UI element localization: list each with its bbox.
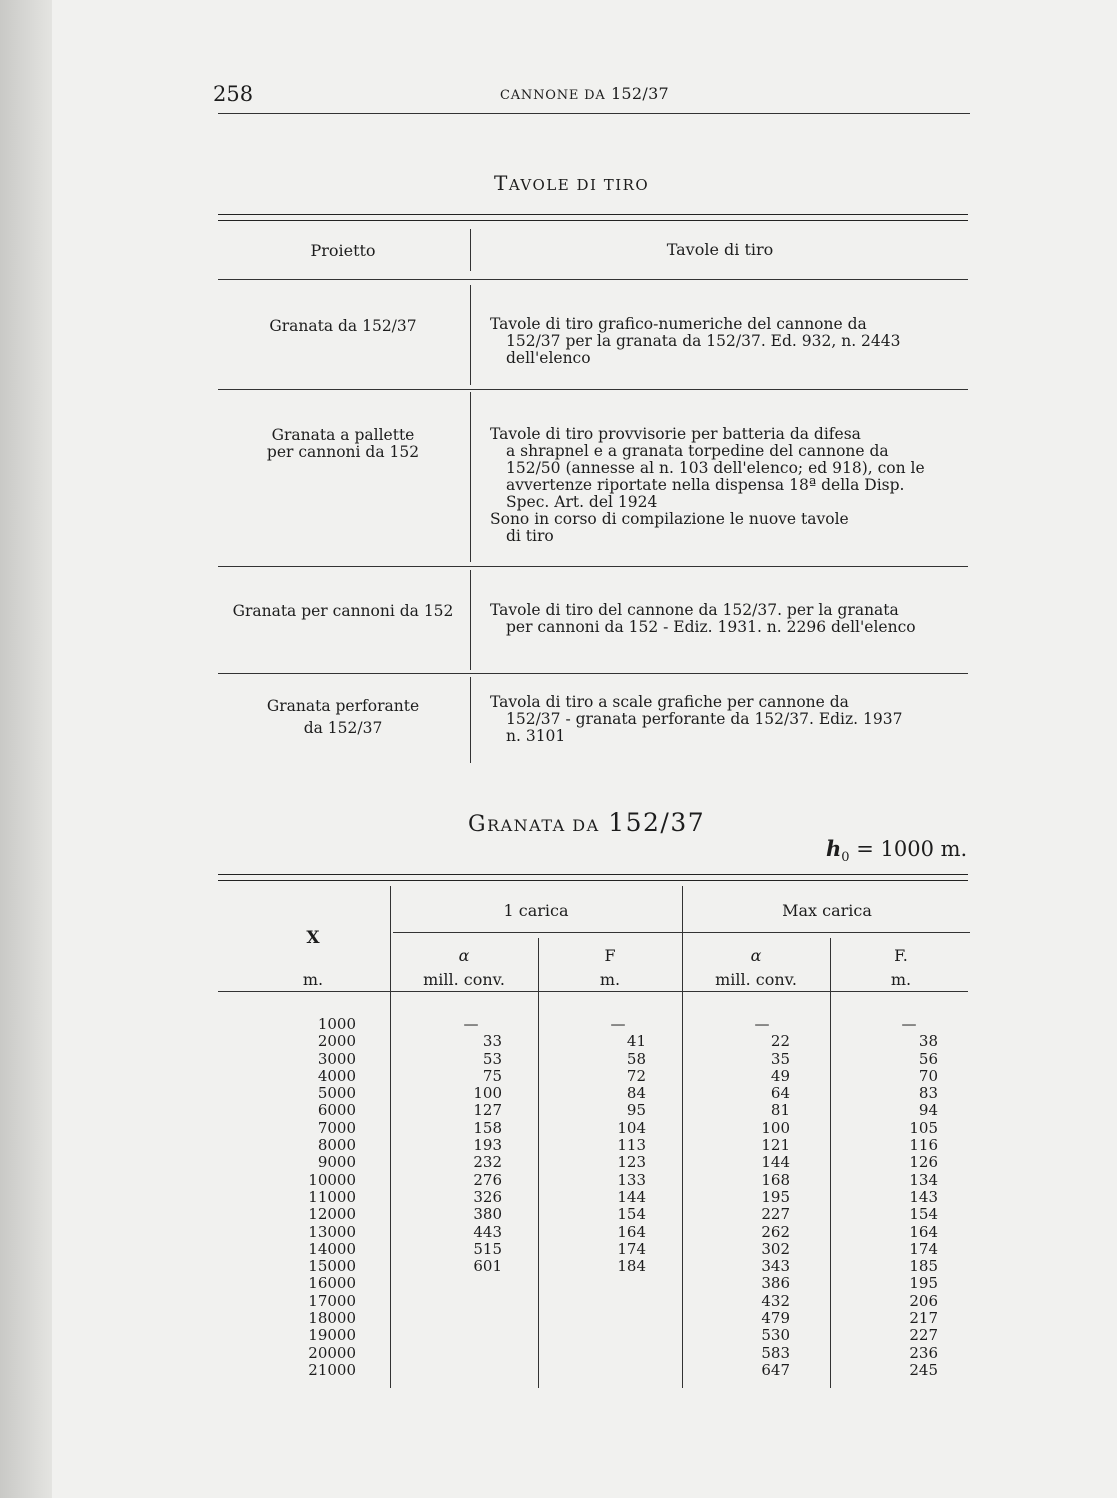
table2-cell: 7000 [317,1118,356,1137]
table2-header-x: X [306,928,320,948]
table1-top-rule [218,214,968,221]
table2-cell: 58 [626,1049,646,1068]
running-head [500,84,669,103]
table2-cell: 206 [909,1291,938,1310]
table2-cell: 9000 [317,1153,356,1172]
running-head-prefix: CANNONE DA [500,88,606,103]
table2-cell: 100 [473,1084,502,1103]
table2-cell: 21000 [308,1360,356,1379]
table2-cell: 276 [473,1170,502,1189]
table2-header-alpha1-unit: mill. conv. [423,970,505,989]
table2-cell: 10000 [308,1170,356,1189]
table2-top-rule [218,874,968,881]
table2-cell: 70 [918,1066,938,1085]
proietto-line: Granata perforante [266,697,420,715]
tavole-line: dell'elenco [506,349,591,367]
altitude-symbol: h [826,836,842,861]
table2-cell: 121 [761,1136,790,1155]
table2-cell: 185 [909,1257,938,1276]
table2-cell: 144 [761,1153,790,1172]
table2-cell: 164 [617,1222,646,1241]
table2-cell: 133 [617,1170,646,1189]
table2-header-f2-unit: m. [890,970,912,989]
table2-cell: 195 [909,1274,938,1293]
table1-row-rule [218,389,968,390]
tavole-line: Tavole di tiro del cannone da 152/37. per la granata [490,601,899,619]
table2-column-alpha2 [734,1016,790,1379]
proietto-line: Granata a pallette [271,426,415,444]
tavole-line: a shrapnel e a granata torpedine del cannone da [506,442,889,460]
table2-cell: 6000 [317,1101,356,1120]
table1-header-proietto: Proietto [310,241,376,260]
table1-row-rule [218,673,968,674]
table2-cell: — [463,1015,479,1033]
table1-header-rule [218,279,968,280]
table2-cell: 144 [617,1187,646,1206]
table2-divider [682,886,683,1388]
table2-cell: 479 [761,1309,790,1328]
table2-column-alpha1 [440,1016,502,1275]
tavole-line: n. 3101 [506,727,566,745]
table2-cell: 72 [626,1066,646,1085]
section-title-caliber: 152/37 [608,808,706,837]
table2-divider [390,886,391,1388]
table2-divider [538,938,539,1388]
table2-cell: — [754,1015,770,1033]
table2-cell: 15000 [308,1257,356,1276]
table2-cell: 302 [761,1239,790,1258]
table2-cell: 154 [617,1205,646,1224]
table2-cell: 236 [909,1343,938,1362]
table2-column-f1 [590,1016,646,1275]
tavole-line: Tavola di tiro a scale grafiche per cannone da [490,693,849,711]
table2-cell: 326 [473,1187,502,1206]
table2-cell: 5000 [317,1084,356,1103]
table2-cell: 12000 [308,1205,356,1224]
table2-cell: 262 [761,1222,790,1241]
table2-divider [830,938,831,1388]
altitude-note [826,836,967,865]
table2-cell: 1000 [317,1015,356,1033]
table2-cell: 100 [761,1118,790,1137]
table2-cell: 601 [473,1257,502,1276]
table1-divider [470,392,471,562]
table2-cell: 126 [909,1153,938,1172]
table2-cell: 17000 [308,1291,356,1310]
table2-cell: 116 [909,1136,938,1155]
table2-cell: 11000 [308,1187,356,1206]
table2-cell: 8000 [317,1136,356,1155]
tavole-line: Spec. Art. del 1924 [506,493,658,511]
table2-header-f2: F. [894,946,908,965]
running-head-caliber: 152/37 [610,84,670,103]
tavole-line: 152/37 per la granata da 152/37. Ed. 932, n. 2443 [506,332,901,350]
table2-cell: 35 [770,1049,790,1068]
table2-cell: 104 [617,1118,646,1137]
table1-divider [470,677,471,763]
table2-header-f1: F [604,946,616,965]
table2-cell: 530 [761,1326,790,1345]
table2-column-x [296,1016,356,1379]
table2-cell: 56 [918,1049,938,1068]
table2-header-alpha2-unit: mill. conv. [715,970,797,989]
table2-header-group1: 1 carica [503,901,569,920]
table2-cell: 134 [909,1170,938,1189]
table2-cell: 168 [761,1170,790,1189]
table2-cell: 174 [617,1239,646,1258]
table2-cell: 3000 [317,1049,356,1068]
table2-cell: 123 [617,1153,646,1172]
table2-cell: 184 [617,1257,646,1276]
table2-header-alpha1: α [458,946,470,965]
table2-cell: — [610,1015,626,1033]
table2-cell: 195 [761,1187,790,1206]
table2-header-rule [218,991,968,992]
table1-row1-proietto [218,318,468,335]
table2-cell: 164 [909,1222,938,1241]
table1-row3-proietto [218,603,468,620]
tavole-line: Tavole di tiro provvisorie per batteria da difesa [490,425,861,443]
table2-cell: 81 [770,1101,790,1120]
table2-cell: 4000 [317,1066,356,1085]
page-paper [52,0,1117,1498]
table2-cell: 94 [918,1101,938,1120]
table1-row3-tavole [490,602,970,636]
table2-cell: 217 [909,1309,938,1328]
table2-cell: 16000 [308,1274,356,1293]
section-title-rest: AVOLE DI TIRO [508,176,650,194]
table2-cell: 158 [473,1118,502,1137]
proietto-line: per cannoni da 152 [266,443,420,461]
section-title-cap: G [468,812,488,837]
table1-row2-tavole [490,426,970,545]
table2-cell: 38 [918,1032,938,1051]
tavole-line: di tiro [506,527,554,545]
proietto-line: Granata per cannoni da 152 [232,602,454,620]
table2-header-group2: Max carica [782,901,872,920]
table2-header-alpha2: α [750,946,762,965]
table2-cell: 113 [617,1136,646,1155]
table2-cell: 443 [473,1222,502,1241]
table2-cell: 227 [761,1205,790,1224]
altitude-value: = 1000 m. [856,837,968,861]
table2-cell: 343 [761,1257,790,1276]
table2-cell: 83 [918,1084,938,1103]
table2-cell: 14000 [308,1239,356,1258]
table2-cell: 380 [473,1205,502,1224]
table2-cell: 227 [909,1326,938,1345]
table2-cell: 95 [626,1101,646,1120]
table2-cell: 49 [770,1066,790,1085]
table2-cell: 33 [482,1032,502,1051]
table2-cell: 41 [626,1032,646,1051]
table1-row4-proietto [218,695,468,739]
section-title-tavole [494,171,649,195]
table1-row-rule [218,566,968,567]
table2-cell: 64 [770,1084,790,1103]
table2-cell: 105 [909,1118,938,1137]
table2-header-f1-unit: m. [599,970,621,989]
table2-cell: 432 [761,1291,790,1310]
table2-cell: 515 [473,1239,502,1258]
table2-cell: 143 [909,1187,938,1206]
table2-cell: 174 [909,1239,938,1258]
table2-cell: 13000 [308,1222,356,1241]
table1-divider [470,229,471,271]
scan-margin-shadow [0,0,52,1498]
table2-cell: 53 [482,1049,502,1068]
table2-cell: 2000 [317,1032,356,1051]
tavole-line: per cannoni da 152 - Ediz. 1931. n. 2296 dell'elenco [506,618,916,636]
tavole-line: avvertenze riportate nella dispensa 18ª della Disp. [506,476,905,494]
table2-cell: 232 [473,1153,502,1172]
table2-cell: 386 [761,1274,790,1293]
altitude-sub: 0 [841,850,850,866]
proietto-line: Granata da 152/37 [269,317,417,335]
table1-divider [470,285,471,385]
table1-row4-tavole [490,694,970,745]
table2-cell: 19000 [308,1326,356,1345]
tavole-line: 152/50 (annesse al n. 103 dell'elenco; ed 918), con le [506,459,925,477]
table1-row2-proietto [218,427,468,461]
table1-header-tavole: Tavole di tiro [666,240,774,259]
table2-cell: 154 [909,1205,938,1224]
table2-cell: 75 [482,1066,502,1085]
tavole-line: 152/37 - granata perforante da 152/37. Ediz. 1937 [506,710,903,728]
table2-cell: 245 [909,1360,938,1379]
section-title-cap: T [494,171,509,195]
table2-cell: 127 [473,1101,502,1120]
section-title-granata [468,808,705,837]
proietto-line: da 152/37 [303,719,383,737]
tavole-line: Sono in corso di compilazione le nuove tavole [490,510,849,528]
table2-cell: 18000 [308,1309,356,1328]
table1-row1-tavole [490,316,970,367]
table2-cell: 647 [761,1360,790,1379]
table2-cell: — [901,1015,917,1033]
table2-header-x-unit: m. [302,970,324,989]
table2-cell: 193 [473,1136,502,1155]
table2-cell: 22 [770,1032,790,1051]
table2-cell: 84 [626,1084,646,1103]
table2-cell: 20000 [308,1343,356,1362]
header-rule [218,113,970,114]
tavole-line: Tavole di tiro grafico-numeriche del cannone da [490,315,867,333]
page-number: 258 [213,82,254,106]
table1-divider [470,570,471,670]
section-title-rest: RANATA DA [487,816,600,835]
table2-cell: 583 [761,1343,790,1362]
table2-column-f2 [880,1016,938,1379]
